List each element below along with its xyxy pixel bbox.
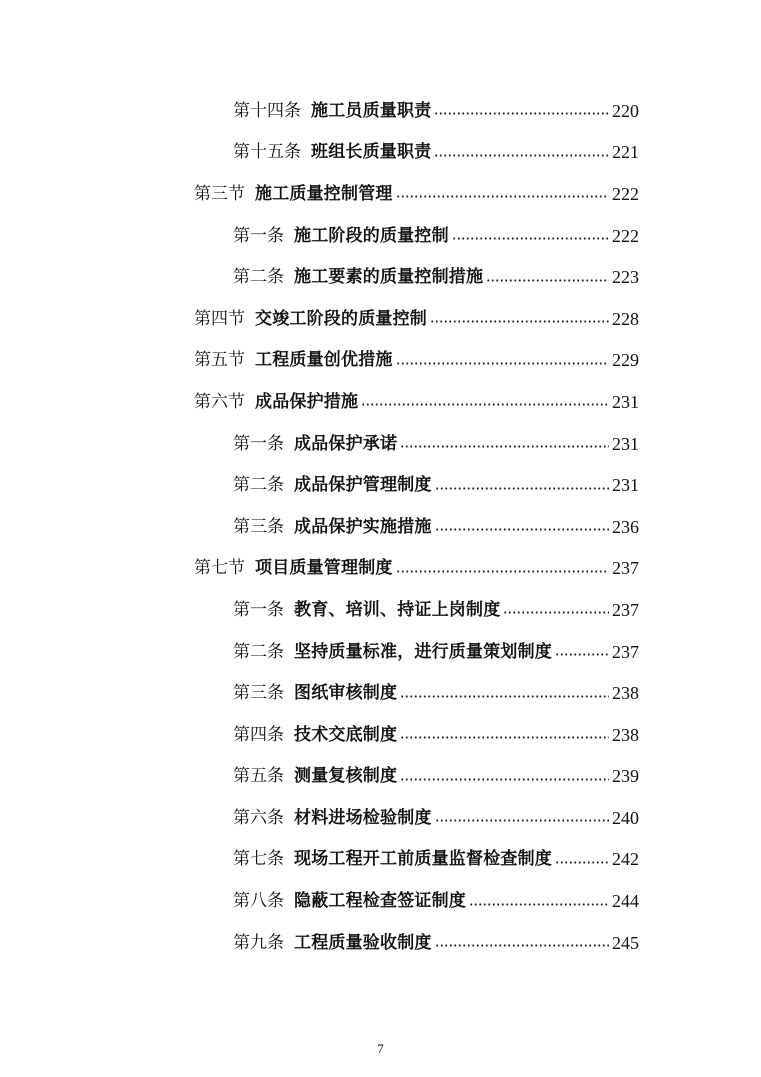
toc-entry[interactable] <box>0 90 761 132</box>
dot-leader <box>435 528 609 531</box>
dot-leader <box>430 320 609 323</box>
toc-entry-number: 第一条 <box>233 433 284 454</box>
toc-entry-page: 220 <box>612 100 639 121</box>
toc-entry-page: 244 <box>612 891 639 912</box>
toc-entry[interactable] <box>0 464 761 506</box>
toc-entry-title: 施工要素的质量控制措施 <box>294 267 484 288</box>
toc-entry-title: 项目质量管理制度 <box>255 558 393 579</box>
dot-leader <box>361 403 609 406</box>
toc-entry-title: 班组长质量职责 <box>311 142 432 163</box>
toc-entry[interactable] <box>0 714 761 756</box>
toc-entry-title: 成品保护管理制度 <box>294 475 432 496</box>
toc-entry-title: 成品保护措施 <box>255 391 359 412</box>
toc-entry-page: 237 <box>612 558 639 579</box>
dot-leader <box>452 237 609 240</box>
toc-entry-title: 施工质量控制管理 <box>255 183 393 204</box>
toc-entry-page: 231 <box>612 391 639 412</box>
toc-entry[interactable] <box>0 631 761 673</box>
toc-entry-page: 238 <box>612 683 639 704</box>
toc-entry-page: 221 <box>612 142 639 163</box>
toc-entry-number: 第二条 <box>233 475 284 496</box>
dot-leader <box>400 695 609 698</box>
toc-entry-title: 图纸审核制度 <box>294 683 398 704</box>
toc-entry-number: 第八条 <box>233 891 284 912</box>
toc-entry-title: 隐蔽工程检查签证制度 <box>294 891 466 912</box>
toc-entry-title: 工程质量验收制度 <box>294 932 432 953</box>
toc-entry-title: 成品保护承诺 <box>294 433 398 454</box>
toc-entry-title: 坚持质量标准，进行质量策划制度 <box>294 641 552 662</box>
toc-entry[interactable] <box>0 797 761 839</box>
toc-entry-page: 238 <box>612 724 639 745</box>
toc-entry[interactable] <box>0 922 761 964</box>
toc-entry-title: 现场工程开工前质量监督检查制度 <box>294 849 552 870</box>
toc-entry[interactable] <box>0 756 761 798</box>
dot-leader <box>396 195 609 198</box>
toc-entry-number: 第一条 <box>233 225 284 246</box>
toc-entry[interactable] <box>0 506 761 548</box>
toc-entry-title: 工程质量创优措施 <box>255 350 393 371</box>
toc-entry-number: 第十五条 <box>233 142 301 163</box>
toc-entry[interactable] <box>0 298 761 340</box>
toc-entry-page: 237 <box>612 641 639 662</box>
dot-leader <box>434 112 609 115</box>
toc-entry-title: 教育、培训、持证上岗制度 <box>294 599 501 620</box>
toc-entry-page: 239 <box>612 766 639 787</box>
toc-entry-page: 229 <box>612 350 639 371</box>
toc-entry-page: 222 <box>612 183 639 204</box>
dot-leader <box>555 861 609 864</box>
toc-entry-page: 237 <box>612 599 639 620</box>
table-of-contents <box>0 90 761 963</box>
toc-entry-page: 223 <box>612 267 639 288</box>
toc-entry-number: 第七节 <box>194 558 245 579</box>
toc-entry-number: 第九条 <box>233 932 284 953</box>
dot-leader <box>400 778 609 781</box>
toc-entry-number: 第二条 <box>233 641 284 662</box>
toc-entry-number: 第一条 <box>233 599 284 620</box>
toc-entry-number: 第四条 <box>233 724 284 745</box>
toc-entry-title: 测量复核制度 <box>294 766 398 787</box>
dot-leader <box>435 487 609 490</box>
toc-entry[interactable] <box>0 839 761 881</box>
toc-entry[interactable] <box>0 381 761 423</box>
dot-leader <box>400 736 609 739</box>
dot-leader <box>555 653 609 656</box>
toc-entry[interactable] <box>0 589 761 631</box>
toc-entry-number: 第十四条 <box>233 100 301 121</box>
toc-entry-title: 成品保护实施措施 <box>294 516 432 537</box>
toc-entry-title: 材料进场检验制度 <box>294 807 432 828</box>
dot-leader <box>503 611 609 614</box>
toc-entry-page: 240 <box>612 807 639 828</box>
footer-page-number: 7 <box>377 1041 384 1056</box>
toc-entry-page: 222 <box>612 225 639 246</box>
dot-leader <box>396 362 609 365</box>
toc-entry-title: 交竣工阶段的质量控制 <box>255 308 427 329</box>
toc-entry[interactable] <box>0 672 761 714</box>
toc-entry-number: 第七条 <box>233 849 284 870</box>
toc-entry-number: 第二条 <box>233 267 284 288</box>
toc-entry-page: 245 <box>612 932 639 953</box>
dot-leader <box>435 819 609 822</box>
toc-entry[interactable] <box>0 215 761 257</box>
toc-entry-title: 施工阶段的质量控制 <box>294 225 449 246</box>
dot-leader <box>469 903 609 906</box>
dot-leader <box>396 570 609 573</box>
dot-leader <box>435 944 609 947</box>
toc-entry-number: 第六节 <box>194 391 245 412</box>
toc-entry-number: 第六条 <box>233 807 284 828</box>
toc-entry-page: 231 <box>612 475 639 496</box>
dot-leader <box>486 279 609 282</box>
toc-entry-number: 第三条 <box>233 683 284 704</box>
toc-entry[interactable] <box>0 173 761 215</box>
toc-entry[interactable] <box>0 423 761 465</box>
toc-entry-title: 施工员质量职责 <box>311 100 432 121</box>
toc-entry[interactable] <box>0 548 761 590</box>
toc-entry[interactable] <box>0 256 761 298</box>
toc-entry[interactable] <box>0 880 761 922</box>
toc-entry[interactable] <box>0 132 761 174</box>
toc-entry-page: 236 <box>612 516 639 537</box>
toc-entry-page: 242 <box>612 849 639 870</box>
toc-entry-title: 技术交底制度 <box>294 724 398 745</box>
toc-entry-number: 第四节 <box>194 308 245 329</box>
toc-entry-number: 第三节 <box>194 183 245 204</box>
toc-entry-number: 第三条 <box>233 516 284 537</box>
dot-leader <box>400 445 609 448</box>
toc-entry-page: 228 <box>612 308 639 329</box>
toc-entry-number: 第五节 <box>194 350 245 371</box>
dot-leader <box>434 154 609 157</box>
toc-entry-number: 第五条 <box>233 766 284 787</box>
toc-entry[interactable] <box>0 340 761 382</box>
toc-entry-page: 231 <box>612 433 639 454</box>
